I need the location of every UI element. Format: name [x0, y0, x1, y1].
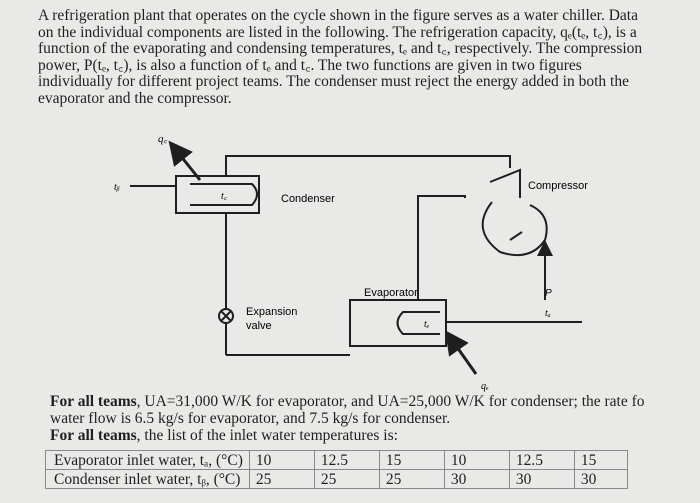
conditions-rest: , the list of the inlet water temperatures is:: [136, 426, 398, 444]
compressor-label: Compressor: [528, 180, 588, 192]
evaporator-coil: [398, 312, 441, 334]
table-cell: 15: [574, 451, 627, 470]
evaporator-label: Evaporator: [364, 287, 418, 299]
conditions-rest: , UA=31,000 W/K for evaporator, and UA=25,000 W/K for condenser; the rate fo: [136, 393, 645, 410]
valve-label: valve: [246, 320, 272, 332]
table-cell: 12.5: [314, 451, 379, 470]
condenser-box: [176, 176, 259, 213]
paragraph-line: A refrigeration plant that operates on the cycle shown in the figure serves as a water chiller. Data: [38, 7, 638, 24]
piping: [130, 156, 582, 355]
row-label: Condenser inlet water, tᵦ, (°C): [46, 470, 250, 489]
expansion-valve-icon: [219, 309, 233, 323]
inlet-temperature-table: [45, 450, 628, 489]
conditions-bold: For all teams: [50, 393, 137, 410]
suction-line: [418, 196, 465, 300]
table-cell: 25: [249, 470, 314, 489]
tc-label: t꜀: [221, 191, 228, 202]
condenser-label: Condenser: [281, 193, 335, 205]
conditions-line: [50, 428, 670, 445]
table-cell: 30: [509, 470, 574, 489]
conditions-line: water flow is 6.5 kg/s for evaporator, and 7.5 kg/s for condenser.: [50, 409, 451, 427]
table-row: [46, 451, 628, 470]
compressor-top: [490, 170, 520, 198]
table-cell: 25: [379, 470, 444, 489]
table-cell: 15: [379, 451, 444, 470]
row-label: Evaporator inlet water, tₐ, (°C): [46, 451, 250, 470]
discharge-line: [226, 156, 510, 176]
qe-label: qₑ: [481, 381, 489, 392]
table-cell: 30: [574, 470, 627, 489]
paragraph-line: function of the evaporating and condensing temperatures, tₑ and t꜀, respectively. The compression: [38, 40, 643, 58]
conditions-bold: For all teams: [50, 426, 137, 444]
compressor-body: [483, 202, 547, 255]
tb-label: tᵦ: [114, 182, 120, 193]
table-cell: 25: [314, 470, 379, 489]
te-label: tₑ: [424, 319, 430, 330]
compressor-shaft: [510, 232, 522, 240]
table-cell: 30: [444, 470, 509, 489]
qc-label: q꜀: [158, 133, 168, 145]
paragraph-line: evaporator and the compressor.: [38, 89, 232, 107]
qe-arrow: [452, 340, 476, 374]
table-row: [46, 470, 628, 489]
table-cell: 12.5: [509, 451, 574, 470]
ta-label: tₐ: [545, 308, 551, 319]
conditions-text: [50, 394, 670, 444]
table-cell: 10: [444, 451, 509, 470]
paragraph-line: on the individual components are listed in the following. The refrigeration capacity, qₑ(tₑ, t꜀), is a: [38, 23, 637, 41]
paragraph-line: power, P(tₑ, t꜀), is also a function of tₑ and t꜀. The two functions are given in two figures: [38, 56, 582, 74]
expansion-label: Expansion: [246, 306, 298, 318]
conditions-line: [50, 394, 670, 411]
p-label: P: [545, 288, 552, 299]
table-cell: 10: [249, 451, 314, 470]
paragraph-line: individually for different project teams. The condenser must reject the energy added in both the: [38, 73, 629, 91]
